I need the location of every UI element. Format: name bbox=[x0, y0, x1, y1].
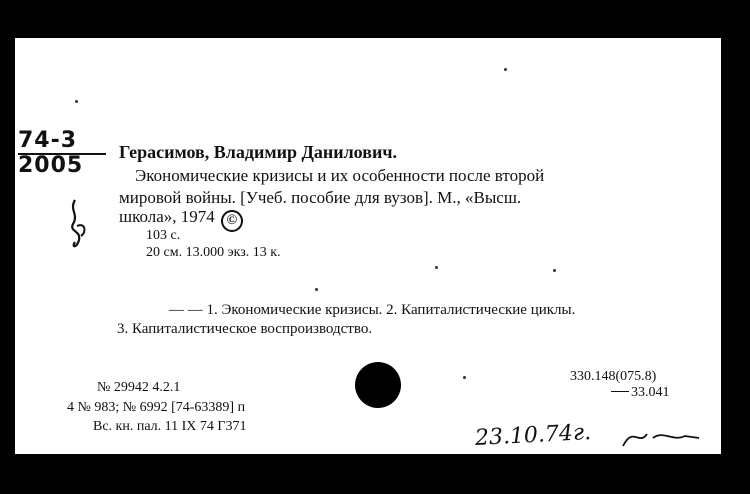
author-heading: Герасимов, Владимир Данилович. bbox=[119, 142, 397, 162]
registration-line-3: Вс. кн. пал. 11 IX 74 Г371 bbox=[93, 419, 247, 434]
punch-hole bbox=[355, 362, 401, 408]
classification-udc: 330.148(075.8) bbox=[570, 369, 657, 384]
svg-text:23.10.74г.: 23.10.74г. bbox=[474, 419, 592, 452]
speck bbox=[75, 100, 78, 103]
call-number bbox=[18, 130, 106, 177]
speck bbox=[463, 376, 466, 379]
speck bbox=[553, 269, 556, 272]
call-number-top: 74-3 bbox=[18, 128, 78, 153]
catalog-card bbox=[15, 38, 721, 454]
subjects-line-2: 3. Капиталистическое воспроизводство. bbox=[117, 321, 373, 337]
registration-line-2: 4 № 983; № 6992 [74-63389] п bbox=[67, 400, 246, 415]
classification-dash bbox=[611, 391, 629, 392]
size-edition-price: 20 см. 13.000 экз. 13 к. bbox=[146, 245, 281, 260]
title-line-2: мировой войны. [Учеб. пособие для вузов]. М., «Высш. bbox=[119, 188, 522, 207]
call-number-bottom: 2005 bbox=[18, 153, 84, 178]
copyright-mark: © bbox=[221, 210, 243, 232]
pages: 103 с. bbox=[146, 228, 181, 243]
speck bbox=[435, 266, 438, 269]
handwritten-date-stamp bbox=[473, 416, 713, 452]
registration-line-1: № 29942 4.2.1 bbox=[97, 380, 181, 395]
title-line-1: Экономические кризисы и их особенности после второй bbox=[135, 166, 545, 185]
speck bbox=[504, 68, 507, 71]
classification-bbk: 33.041 bbox=[631, 385, 670, 400]
speck bbox=[315, 288, 318, 291]
subjects-line-1: — — 1. Экономические кризисы. 2. Капиталистические циклы. bbox=[169, 302, 576, 318]
title-line-3 bbox=[119, 207, 243, 232]
handwritten-initials-mark bbox=[65, 196, 95, 252]
title-line-3-text: школа», 1974 bbox=[119, 207, 215, 226]
